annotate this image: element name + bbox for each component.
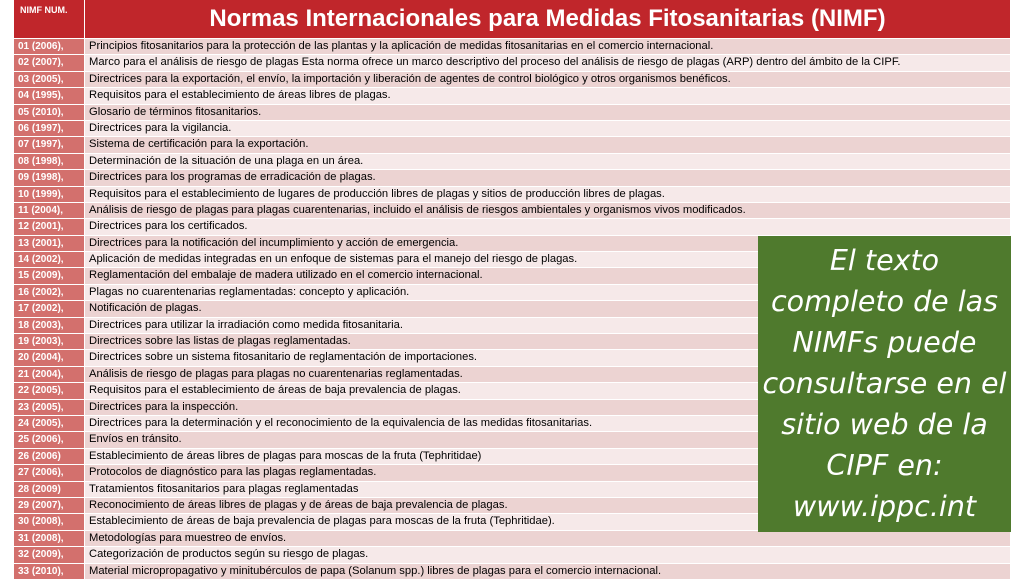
nimf-number: 25 (2006), — [14, 432, 84, 447]
table-row — [14, 55, 1010, 70]
nimf-number: 16 (2002), — [14, 285, 84, 300]
nimf-number: 07 (1997), — [14, 137, 84, 152]
nimf-description: Establecimiento de áreas libres de plagas para moscas de la fruta (Tephritidae) — [85, 449, 1010, 464]
nimf-description: Marco para el análisis de riesgo de plagas Esta norma ofrece un marco descriptivo del proceso del análisis de riesgo de plagas (ARP) dentro del ámbito de la CIPF. — [85, 55, 1010, 70]
nimf-description: Sistema de certificación para la exportación. — [85, 137, 1010, 152]
nimf-description: Protocolos de diagnóstico para las plagas reglamentadas. — [85, 465, 1010, 480]
nimf-number: 13 (2001), — [14, 236, 84, 251]
table-row — [14, 121, 1010, 136]
nimf-number: 12 (2001), — [14, 219, 84, 234]
table-row — [14, 72, 1010, 87]
nimf-description: Directrices para los certificados. — [85, 219, 1010, 234]
nimf-description: Requisitos para el establecimiento de áreas libres de plagas. — [85, 88, 1010, 103]
table-row — [14, 154, 1010, 169]
nimf-number: 21 (2004), — [14, 367, 84, 382]
table-row — [14, 547, 1010, 562]
nimf-number: 08 (1998), — [14, 154, 84, 169]
nimf-description: Plagas no cuarentenarias reglamentadas: concepto y aplicación. — [85, 285, 1010, 300]
nimf-description: Directrices para los programas de erradicación de plagas. — [85, 170, 1010, 185]
nimf-number: 30 (2008), — [14, 514, 84, 529]
nimf-description: Análisis de riesgo de plagas para plagas cuarentenarias, incluido el análisis de riesgos ambientales y organismos vivos modificados. — [85, 203, 1010, 218]
table-row — [14, 187, 1010, 202]
nimf-description: Requisitos para el establecimiento de áreas de baja prevalencia de plagas. — [85, 383, 1010, 398]
nimf-num-column-header: NIMF NUM. — [14, 0, 84, 38]
nimf-description: Análisis de riesgo de plagas para plagas no cuarentenarias reglamentadas. — [85, 367, 1010, 382]
nimf-number: 02 (2007), — [14, 55, 84, 70]
nimf-number: 11 (2004), — [14, 203, 84, 218]
nimf-description: Tratamientos fitosanitarios para plagas reglamentadas — [85, 482, 1010, 497]
nimf-description: Establecimiento de áreas de baja prevalencia de plagas para moscas de la fruta (Tephritidae). — [85, 514, 1010, 529]
nimf-number: 31 (2008), — [14, 531, 84, 546]
table-header — [0, 0, 1010, 38]
nimf-description: Envíos en tránsito. — [85, 432, 1010, 447]
nimf-number: 05 (2010), — [14, 105, 84, 120]
nimf-description: Determinación de la situación de una plaga en un área. — [85, 154, 1010, 169]
nimf-number: 29 (2007), — [14, 498, 84, 513]
nimf-description: Directrices sobre un sistema fitosanitario de reglamentación de importaciones. — [85, 350, 1010, 365]
table-row — [14, 531, 1010, 546]
nimf-description: Directrices para la inspección. — [85, 400, 1010, 415]
page-title: Normas Internacionales para Medidas Fitosanitarias (NIMF) — [85, 0, 1010, 38]
nimf-number: 24 (2005), — [14, 416, 84, 431]
nimf-description: Principios fitosanitarios para la protección de las plantas y la aplicación de medidas fitosanitarias en el comercio internacional. — [85, 39, 1010, 54]
callout-line: CIPF en: — [826, 449, 943, 482]
table-row — [14, 170, 1010, 185]
nimf-description: Material micropropagativo y minitubérculos de papa (Solanum spp.) libres de plagas para el comercio internacional. — [85, 564, 1010, 579]
nimf-number: 15 (2009), — [14, 268, 84, 283]
nimf-number: 20 (2004), — [14, 350, 84, 365]
table-row — [14, 219, 1010, 234]
table-row — [14, 105, 1010, 120]
nimf-description: Notificación de plagas. — [85, 301, 1010, 316]
table-row — [14, 88, 1010, 103]
callout-line: www.ippc.int — [792, 490, 977, 523]
nimf-number: 14 (2002), — [14, 252, 84, 267]
nimf-description: Aplicación de medidas integradas en un enfoque de sistemas para el manejo del riesgo de plagas. — [85, 252, 1010, 267]
nimf-number: 04 (1995), — [14, 88, 84, 103]
nimf-description: Directrices para la determinación y el reconocimiento de la equivalencia de las medidas fitosanitarias. — [85, 416, 1010, 431]
callout-line: NIMFs puede — [792, 326, 977, 359]
nimf-description: Categorización de productos según su riesgo de plagas. — [85, 547, 1010, 562]
nimf-description: Directrices sobre las listas de plagas reglamentadas. — [85, 334, 1010, 349]
nimf-number: 10 (1999), — [14, 187, 84, 202]
ippc-website-callout — [758, 236, 1011, 532]
nimf-description: Requisitos para el establecimiento de lugares de producción libres de plagas y sitios de producción libres de plagas. — [85, 187, 1010, 202]
nimf-number: 28 (2009) — [14, 482, 84, 497]
table-row — [14, 137, 1010, 152]
callout-line: consultarse en el — [762, 367, 1007, 400]
nimf-number: 19 (2003), — [14, 334, 84, 349]
nimf-number: 22 (2005), — [14, 383, 84, 398]
nimf-number: 03 (2005), — [14, 72, 84, 87]
nimf-number: 23 (2005), — [14, 400, 84, 415]
nimf-number: 18 (2003), — [14, 318, 84, 333]
nimf-description: Metodologías para muestreo de envíos. — [85, 531, 1010, 546]
table-row — [14, 39, 1010, 54]
callout-line: completo de las — [771, 285, 998, 318]
callout-line: El texto — [829, 244, 940, 277]
nimf-description: Reglamentación del embalaje de madera utilizado en el comercio internacional. — [85, 268, 1010, 283]
callout-line: sitio web de la — [781, 408, 988, 441]
nimf-description: Directrices para la exportación, el envío, la importación y liberación de agentes de control biológico y otros organismos benéficos. — [85, 72, 1010, 87]
nimf-number: 17 (2002), — [14, 301, 84, 316]
nimf-number: 26 (2006) — [14, 449, 84, 464]
nimf-number: 32 (2009), — [14, 547, 84, 562]
nimf-description: Directrices para utilizar la irradiación como medida fitosanitaria. — [85, 318, 1010, 333]
nimf-description: Directrices para la vigilancia. — [85, 121, 1010, 136]
nimf-number: 27 (2006), — [14, 465, 84, 480]
nimf-description: Reconocimiento de áreas libres de plagas y de áreas de baja prevalencia de plagas. — [85, 498, 1010, 513]
nimf-number: 01 (2006), — [14, 39, 84, 54]
nimf-number: 09 (1998), — [14, 170, 84, 185]
table-row — [14, 203, 1010, 218]
nimf-description: Glosario de términos fitosanitarios. — [85, 105, 1010, 120]
nimf-number: 06 (1997), — [14, 121, 84, 136]
table-row — [14, 564, 1010, 579]
nimf-description: Directrices para la notificación del incumplimiento y acción de emergencia. — [85, 236, 1010, 251]
nimf-number: 33 (2010), — [14, 564, 84, 579]
